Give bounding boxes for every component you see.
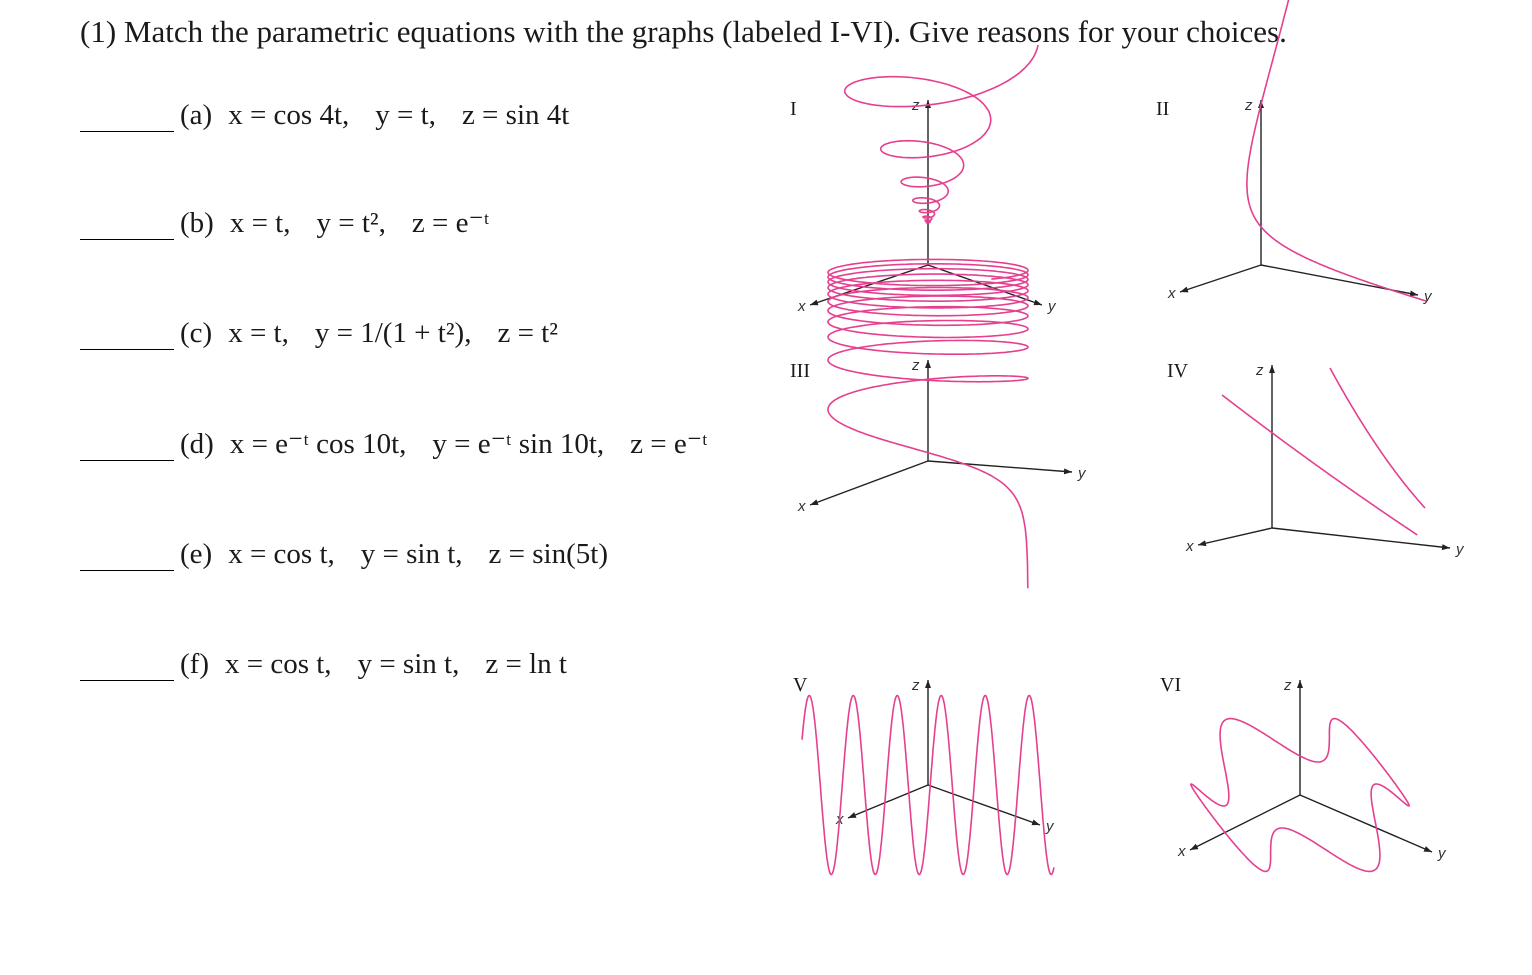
equation-z: z = sin(5t) [488, 538, 608, 570]
equation-z: z = e⁻ᵗ [630, 428, 708, 460]
equation-z: z = e⁻ᵗ [411, 207, 490, 239]
equation-y: y = t, [375, 99, 436, 131]
equation-x: x = t, [229, 207, 291, 239]
graph-label-i: I [790, 98, 797, 120]
y-axis-label: y [1438, 845, 1446, 862]
equation-x: x = cos t, [228, 538, 335, 570]
z-axis-label: z [1256, 362, 1264, 379]
y-axis-label: y [1456, 541, 1464, 558]
x-axis [1180, 265, 1261, 292]
z-axis-label: z [912, 97, 920, 114]
y-axis-label: y [1424, 288, 1432, 305]
x-axis-label: x [1178, 843, 1186, 860]
problem-title: (1) Match the parametric equations with the graphs (labeled I-VI). Give reasons for your choices. [80, 14, 1287, 49]
item-label: (a) [180, 99, 213, 131]
equation-z: z = t² [497, 317, 558, 349]
z-axis-label: z [912, 357, 920, 374]
equation-y: y = sin t, [357, 648, 460, 680]
curve-c-left [1222, 395, 1417, 535]
equation-x: x = t, [228, 317, 289, 349]
graph-ii [1167, 0, 1433, 305]
y-axis [928, 785, 1040, 825]
graph-label-ii: II [1156, 98, 1170, 120]
z-axis-label: z [912, 677, 920, 694]
equation-y: y = sin t, [360, 538, 463, 570]
graph-label-v: V [793, 674, 808, 696]
curve-b [1247, 0, 1426, 301]
graph-iii [797, 259, 1087, 588]
item-label: (e) [180, 538, 213, 570]
y-axis [1300, 795, 1432, 852]
y-axis [1272, 528, 1450, 548]
x-axis-label: x [798, 498, 806, 515]
item-label: (c) [180, 317, 213, 349]
equation-x: x = cos 4t, [228, 99, 350, 131]
item-label: (d) [180, 428, 214, 460]
x-axis [1190, 795, 1300, 850]
y-axis-label: y [1078, 465, 1086, 482]
equation-x: x = e⁻ᵗ cos 10t, [229, 428, 407, 460]
x-axis-label: x [1186, 538, 1194, 555]
x-axis-label: x [798, 298, 806, 315]
graph-v [802, 677, 1055, 875]
y-axis-label: y [1048, 298, 1056, 315]
graph-vi [1177, 677, 1447, 871]
equation-z: z = ln t [485, 648, 567, 680]
x-axis [810, 461, 928, 505]
graph-label-iii: III [790, 360, 810, 382]
spiral-curve [845, 45, 1038, 223]
equation-y: y = 1/(1 + t²), [314, 317, 472, 349]
graph-label-vi: VI [1160, 674, 1182, 696]
curve-c-right [1330, 368, 1425, 508]
y-axis-label: y [1046, 818, 1054, 835]
graph-label-iv: IV [1167, 360, 1189, 382]
equation-y: y = e⁻ᵗ sin 10t, [432, 428, 605, 460]
equation-y: y = t², [316, 207, 386, 239]
x-axis-label: x [836, 811, 844, 828]
graph-iv [1185, 362, 1465, 558]
equation-z: z = sin 4t [461, 99, 570, 131]
z-axis-label: z [1284, 677, 1292, 694]
y-axis [928, 461, 1072, 472]
item-label: (b) [180, 207, 214, 239]
x-axis [848, 785, 928, 818]
equation-x: x = cos t, [224, 648, 332, 680]
x-axis-label: x [1168, 285, 1176, 302]
x-axis [1198, 528, 1272, 545]
z-axis-label: z [1245, 97, 1253, 114]
item-label: (f) [180, 648, 209, 680]
